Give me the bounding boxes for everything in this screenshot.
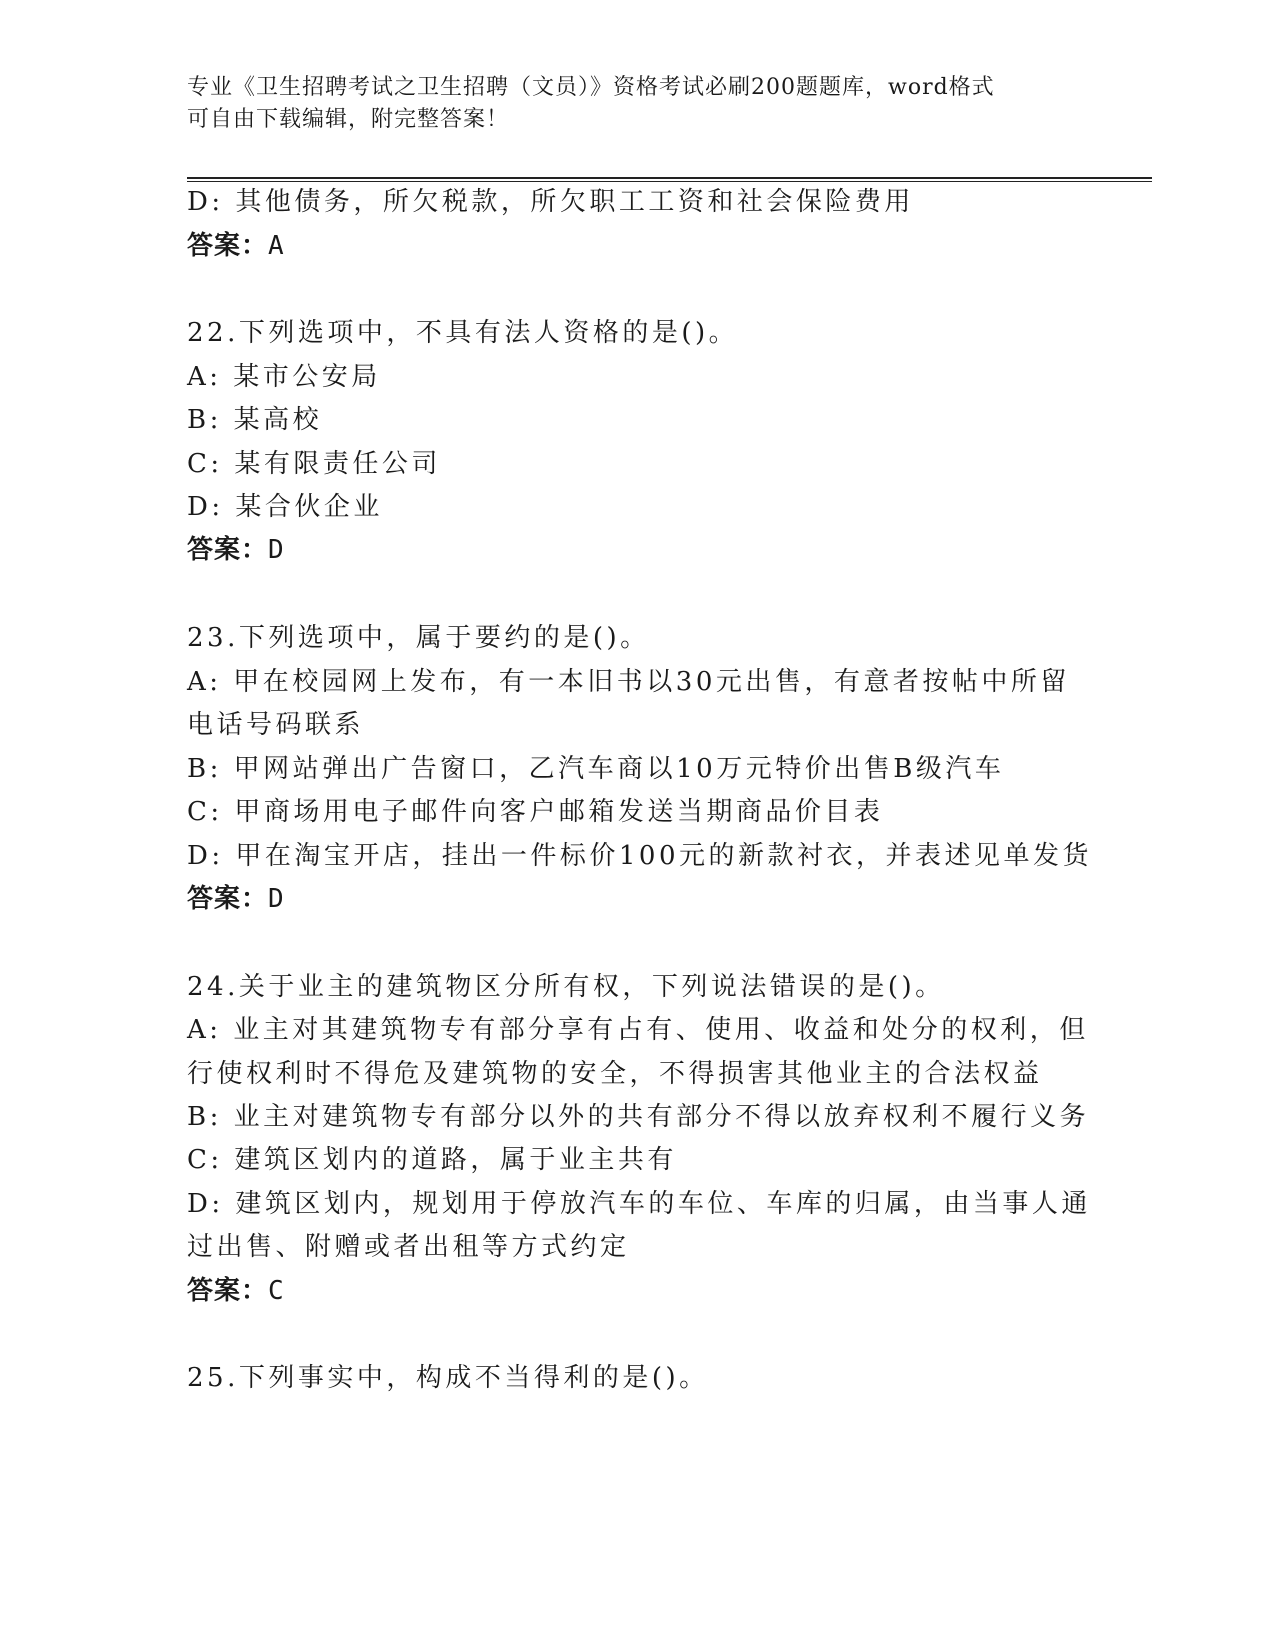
question-24-option-a-line-1: A: 业主对其建筑物专有部分享有占有、使用、收益和处分的权利，但 [187,1015,1089,1045]
question-23-stem: 23.下列选项中，属于要约的是()。 [187,623,650,653]
question-24-stem: 24.关于业主的建筑物区分所有权，下列说法错误的是()。 [187,972,945,1002]
answer-label: 答案： [187,535,269,565]
question-24-answer [187,1273,285,1309]
header-title-line-1: 专业《卫生招聘考试之卫生招聘（文员）》资格考试必刷200题题库，word格式 [187,75,995,100]
question-23-option-d: D: 甲在淘宝开店，挂出一件标价100元的新款衬衣，并表述见单发货 [187,841,1092,871]
question-22-option-a: A: 某市公安局 [187,362,381,392]
question-23-option-a-line-2: 电话号码联系 [187,710,365,740]
question-23-option-b: B: 甲网站弹出广告窗口，乙汽车商以10万元特价出售B级汽车 [187,754,1005,784]
question-23-option-c: C: 甲商场用电子邮件向客户邮箱发送当期商品价目表 [187,797,884,827]
question-24-option-b: B: 业主对建筑物专有部分以外的共有部分不得以放弃权利不履行义务 [187,1102,1090,1132]
prev-option-d: D: 其他债务，所欠税款，所欠职工工资和社会保险费用 [187,187,914,217]
question-22-option-d: D: 某合伙企业 [187,492,383,522]
header-title-line-2: 可自由下载编辑，附完整答案！ [187,107,510,132]
header-divider-thin [187,181,1152,182]
question-22-stem: 22.下列选项中，不具有法人资格的是()。 [187,318,739,348]
question-25-stem: 25.下列事实中，构成不当得利的是()。 [187,1363,709,1393]
question-23-option-a-line-1: A: 甲在校园网上发布，有一本旧书以30元出售，有意者按帖中所留 [187,667,1070,697]
header-divider-thick [187,177,1152,179]
question-24-option-a-line-2: 行使权利时不得危及建筑物的安全，不得损害其他业主的合法权益 [187,1059,1043,1089]
question-22-option-c: C: 某有限责任公司 [187,449,441,479]
answer-label: 答案： [187,884,269,914]
question-22-answer [187,532,285,568]
answer-value: D [268,884,285,914]
prev-answer [187,228,285,264]
question-22-option-b: B: 某高校 [187,405,323,435]
question-24-option-d-line-1: D: 建筑区划内，规划用于停放汽车的车位、车库的归属，由当事人通 [187,1189,1091,1219]
answer-label: 答案： [187,231,269,261]
answer-label: 答案： [187,1276,269,1306]
question-23-answer [187,881,285,917]
answer-value: A [268,231,285,261]
question-24-option-d-line-2: 过出售、附赠或者出租等方式约定 [187,1232,630,1262]
answer-value: D [268,535,285,565]
question-24-option-c: C: 建筑区划内的道路，属于业主共有 [187,1145,677,1175]
answer-value: C [268,1276,285,1306]
page-header [187,72,1067,136]
